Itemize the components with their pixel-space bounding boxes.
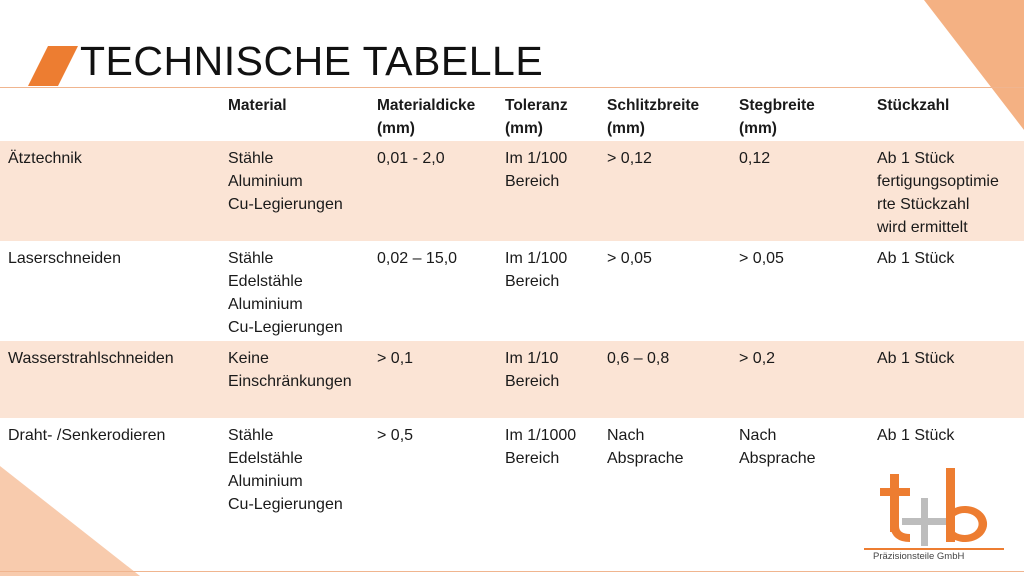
cell-quantity: Ab 1 Stück (877, 250, 955, 267)
cell-material: Stähle Aluminium Cu-Legierungen (228, 150, 343, 213)
cell-process: Wasserstrahlschneiden (8, 350, 174, 367)
header-cell-slot-width: Schlitzbreite (mm) (607, 97, 700, 137)
cell-slot-width: Nach Absprache (607, 427, 684, 467)
header-cell-thickness: Materialdicke (mm) (377, 97, 476, 137)
bottom-divider (0, 571, 1024, 572)
cell-thickness: 0,02 – 15,0 (377, 250, 458, 267)
cell-tolerance: Im 1/100 Bereich (505, 150, 568, 190)
cell-thickness: > 0,5 (377, 427, 414, 444)
header-cell-quantity: Stückzahl (877, 97, 950, 114)
cell-slot-width: 0,6 – 0,8 (607, 350, 670, 367)
cell-tolerance: Im 1/1000 Bereich (505, 427, 577, 467)
cell-quantity: Ab 1 Stück (877, 350, 955, 367)
cell-thickness: 0,01 - 2,0 (377, 150, 445, 167)
table-row (0, 341, 1024, 418)
cell-quantity: Ab 1 Stück fertigungsoptimie rte Stückzahl wird ermittelt (877, 150, 999, 236)
logo-subtitle: Präzisionsteile GmbH (873, 551, 965, 562)
cell-material: Keine Einschränkungen (228, 350, 352, 390)
cell-material: Stähle Edelstähle Aluminium Cu-Legierungen (228, 250, 343, 336)
cell-web-width: Nach Absprache (739, 427, 816, 467)
table-row (0, 241, 1024, 341)
title-accent-shape (28, 46, 78, 86)
cell-process: Laserschneiden (8, 250, 121, 267)
cell-tolerance: Im 1/100 Bereich (505, 250, 568, 290)
table-header-row (0, 88, 1024, 141)
cell-quantity: Ab 1 Stück (877, 427, 955, 444)
header-cell-tolerance: Toleranz (mm) (505, 97, 568, 137)
cell-slot-width: > 0,12 (607, 150, 652, 167)
company-logo (858, 464, 1008, 564)
header-cell-web-width: Stegbreite (mm) (739, 97, 815, 137)
cell-process: Ätztechnik (8, 150, 82, 167)
cell-material: Stähle Edelstähle Aluminium Cu-Legierungen (228, 427, 343, 513)
table-row (0, 141, 1024, 241)
cell-web-width: 0,12 (739, 150, 771, 167)
cell-web-width: > 0,05 (739, 250, 784, 267)
header-cell-material: Material (228, 97, 287, 114)
cell-web-width: > 0,2 (739, 350, 776, 367)
cell-thickness: > 0,1 (377, 350, 414, 367)
cell-slot-width: > 0,05 (607, 250, 652, 267)
technical-table (0, 87, 1024, 518)
cell-tolerance: Im 1/10 Bereich (505, 350, 560, 390)
page-title: TECHNISCHE TABELLE (80, 38, 544, 84)
cell-process: Draht- /Senkerodieren (8, 427, 166, 444)
